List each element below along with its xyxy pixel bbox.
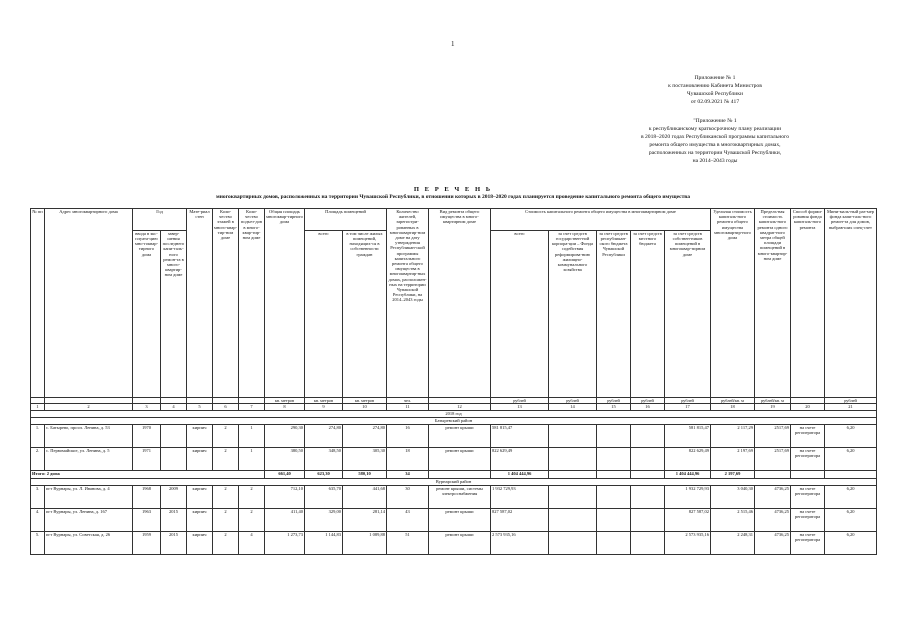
row-cost-all: 822 629,49 [491,448,549,471]
row-num: 4. [31,509,45,532]
row-premises-all: 274,80 [305,425,343,448]
total-empty-cell [597,471,631,479]
row-address: пгт Вурнары, ул. Ленина, д. 167 [45,509,133,532]
col-number: 2 [45,404,133,411]
row-floors: 2 [213,425,239,448]
row-year-repair [161,425,187,448]
row-specific-cost: 2 248,31 [711,532,755,555]
document-title: П Е Р Е Ч Е Н Ь [413,186,493,193]
unit-cell: кв. метров [343,398,387,404]
row-entrances: 1 [239,425,265,448]
row-total-area: 1 273,73 [265,532,305,555]
row-cost-owners: 822 629,49 [665,448,711,471]
row-address: с. Первомайское, ул. Ленина, д. 5 [45,448,133,471]
row-year-built: 1963 [133,509,161,532]
unit-cell: рублей/кв. м [711,398,755,404]
row-specific-cost: 2 515,46 [711,509,755,532]
row-year-repair: 2015 [161,509,187,532]
row-cost-all: 581 815,47 [491,425,549,448]
row-year-built: 1971 [133,448,161,471]
row-residents: 43 [387,509,429,532]
col-number: 12 [429,404,491,411]
row-total-area: 380,50 [265,448,305,471]
unit-cell: кв. метров [265,398,305,404]
header-year-built: ввода в экс-плуата-цию мно-гоквар-тирного дома [133,230,161,397]
section-row-year [31,411,877,418]
total-empty-cell [755,471,791,479]
section-district: Батыревский район [31,418,877,425]
header-repair-type: Вид ремонта общего имущества в много-квартирном доме [429,209,491,398]
col-number: 10 [343,404,387,411]
total-specific-cell: 2 197,69 [711,471,755,479]
section-row-district [31,479,877,486]
row-min-contrib: 6,20 [825,486,877,509]
row-min-contrib: 6,20 [825,509,877,532]
row-fund-method: на счете регоператора [791,509,825,532]
page-number: 1 [451,40,455,48]
total-owners-cell: 1 404 444,96 [665,471,711,479]
row-repair-type: ремонт крыши [429,425,491,448]
register-table [30,208,877,555]
header-min-contrib: Мини-маль-ный раз-мер фонда капи-таль-ного ремон-та для домов, выбрав-ших спец-счет [825,209,877,398]
row-cost-local [631,425,665,448]
row-cost-fund [549,509,597,532]
total-area-cell: 661,40 [265,471,305,479]
total-empty-cell [429,471,491,479]
appendix-line: Приложение № 1 [694,75,736,81]
total-empty-cell [791,471,825,479]
total-cost-cell: 1 404 444,96 [491,471,549,479]
row-premises-res: 441,68 [343,486,387,509]
row-cost-fund [549,532,597,555]
header-address: Адрес многоквартирного дома [45,209,133,398]
col-number: 4 [161,404,187,411]
row-cost-local [631,448,665,471]
row-address: пгт Вурнары, ул. Л. Иванова, д. 4 [45,486,133,509]
appendix-line: к республиканскому краткосрочному плану реализации [648,126,782,132]
row-wall: кирпич [187,448,213,471]
row-wall: кирпич [187,486,213,509]
total-empty-cell [631,471,665,479]
header-premises-all: всего [305,230,343,397]
row-address: пгт Вурнары, ул. Советская, д. 26 [45,532,133,555]
table-row [31,509,877,532]
col-number: 19 [755,404,791,411]
row-entrances: 1 [239,448,265,471]
unit-cell: рублей [665,398,711,404]
header-residents: Количество жителей, зарегистри-рованных в многоквартир-ном доме на дату утверждения Республикан-ской программы капитального ремонта общего имущества в многоквартир-ных домах, расположен-ных на территории Чувашской Республики, на 2014–2043 годы [387,209,429,398]
table-row [31,486,877,509]
row-fund-method: на счете регоператора [791,425,825,448]
unit-cell: рублей [491,398,549,404]
unit-cell: рублей [549,398,597,404]
row-cost-rep [597,509,631,532]
row-cost-owners: 827 587,02 [665,509,711,532]
row-repair-type: ремонт крыши [429,448,491,471]
header-cost-fund: за счет средств государствен-ной корпора-ции – Фонда содействия реформирова-нию жилищно-коммунального хозяйства [549,230,597,397]
col-number: 11 [387,404,429,411]
table-row [31,532,877,555]
row-cost-local [631,509,665,532]
appendix-line: от 02.09.2021 № 417 [690,99,740,105]
header-specific-cost: Удельная стоимость капиталь-ного ремонта общего имущества многоквартир-ного дома [711,209,755,398]
total-premises-cell: 623,30 [305,471,343,479]
row-residents: 18 [387,448,429,471]
table-row [31,448,877,471]
header-premises-group: Площадь помещений [305,209,387,231]
header-max-cost: Предель-ная стоимость капиталь-ного ремонта одного квадрат-ного метра общей площади помещений в много-квартир-ном доме [755,209,791,398]
header-year-group: Год [133,209,187,231]
unit-cell: рублей [597,398,631,404]
header-year-repair: завер-шения последнего капи-таль-ного ремон-та в много-квартир-ном доме [161,230,187,397]
row-cost-rep [597,425,631,448]
row-premises-all: 1 144,83 [305,532,343,555]
row-premises-all: 329,00 [305,509,343,532]
row-year-repair: 2009 [161,486,187,509]
row-cost-fund [549,425,597,448]
row-specific-cost: 2 197,69 [711,448,755,471]
unit-cell: кв. метров [305,398,343,404]
row-repair-type: ремонт крыши, системы электроснабжения [429,486,491,509]
row-fund-method: на счете регоператора [791,448,825,471]
row-floors: 2 [213,532,239,555]
unit-cell: чел. [387,398,429,404]
col-number: 20 [791,404,825,411]
total-residents-cell: 34 [387,471,429,479]
row-cost-rep [597,486,631,509]
document-subtitle: многоквартирных домов, расположенных на территории Чувашской Республики, в отношении которых в 2018–2020 годах планируется проведение капитального ремонта общего имущества [216,194,690,200]
row-num: 1. [31,425,45,448]
header-premises-res: в том числе жилых помещений, находящих-ся в собственности граждан [343,230,387,397]
row-max-cost: 2517,69 [755,425,791,448]
row-specific-cost: 3 040,30 [711,486,755,509]
appendix-line: к постановлению Кабинета Министров [668,83,762,89]
row-cost-owners: 1 932 729,93 [665,486,711,509]
row-repair-type: ремонт крыши [429,532,491,555]
section-district: Вурнарский район [31,479,877,486]
row-repair-type: ремонт крыши [429,509,491,532]
row-floors: 2 [213,486,239,509]
row-residents: 30 [387,486,429,509]
row-entrances: 2 [239,509,265,532]
row-premises-res: 274,80 [343,425,387,448]
unit-cell: рублей [631,398,665,404]
row-total-area: 411,40 [265,509,305,532]
row-total-area: 712,10 [265,486,305,509]
col-number: 1 [31,404,45,411]
row-cost-local [631,532,665,555]
row-wall: кирпич [187,509,213,532]
col-number: 8 [265,404,305,411]
row-premises-all: 348,50 [305,448,343,471]
col-number: 7 [239,404,265,411]
total-empty-cell [825,471,877,479]
row-residents: 51 [387,532,429,555]
row-floors: 2 [213,448,239,471]
header-cost-all: всего [491,230,549,397]
unit-cell: рублей [825,398,877,404]
row-max-cost: 4736,25 [755,532,791,555]
row-year-built: 1959 [133,532,161,555]
row-fund-method: на счете регоператора [791,532,825,555]
row-year-repair: 2015 [161,532,187,555]
total-residential-cell: 580,10 [343,471,387,479]
column-numbers-row [31,404,877,411]
row-min-contrib: 6,20 [825,532,877,555]
row-year-built: 1968 [133,486,161,509]
total-row [31,471,877,479]
row-entrances: 2 [239,486,265,509]
header-floors: Коли-чество этажей в много-квар-тир-ном доме [213,209,239,398]
col-number: 13 [491,404,549,411]
row-wall: кирпич [187,532,213,555]
row-premises-res: 305,30 [343,448,387,471]
row-cost-fund [549,486,597,509]
row-total-area: 290,30 [265,425,305,448]
row-num: 5. [31,532,45,555]
header-cost-rep: за счет средств республикан-ского бюджета Чувашской Республики [597,230,631,397]
appendix-line: ремонта общего имущества в многоквартирных домах, [649,142,781,148]
row-premises-res: 1 089,88 [343,532,387,555]
section-row-district [31,418,877,425]
row-min-contrib: 6,20 [825,448,877,471]
col-number: 17 [665,404,711,411]
row-min-contrib: 6,20 [825,425,877,448]
row-floors: 2 [213,509,239,532]
row-premises-all: 635,70 [305,486,343,509]
header-entrances: Коли-чество подъез-дов в много-квар-тир-ном доме [239,209,265,398]
row-premises-res: 281,14 [343,509,387,532]
appendix-line: в 2018–2020 годах Республиканской программы капитального [640,134,790,140]
total-empty-cell [549,471,597,479]
row-cost-owners: 581 815,47 [665,425,711,448]
col-number: 21 [825,404,877,411]
row-year-built: 1970 [133,425,161,448]
col-number: 18 [711,404,755,411]
table-row [31,425,877,448]
col-number: 15 [597,404,631,411]
header-num: № пп [31,209,45,398]
unit-cell: рублей/кв. м [755,398,791,404]
header-cost-owners: за счет средств собствен-ников помещений в многоквар-тирном доме [665,230,711,397]
header-total-area: Общая площадь многоквар-тирного дома [265,209,305,398]
header-cost-local: за счет средств местного бюджета [631,230,665,397]
row-year-repair [161,448,187,471]
col-number: 14 [549,404,597,411]
row-cost-local [631,486,665,509]
row-specific-cost: 2 117,29 [711,425,755,448]
row-cost-all: 827 587,02 [491,509,549,532]
appendix-line: "Приложение № 1 [693,118,737,124]
header-wall: Мате-риал стен [187,209,213,398]
section-year: 2018 год [31,411,877,418]
row-residents: 16 [387,425,429,448]
row-max-cost: 2517,69 [755,448,791,471]
row-fund-method: на счете регоператора [791,486,825,509]
appendix-line: на 2014–2043 годы [692,158,738,164]
row-wall: кирпич [187,425,213,448]
header-fund-method: Способ форми-рования фонда капиталь-ного ремонта [791,209,825,398]
appendix-line: Чувашской Республики [687,91,743,97]
row-cost-fund [549,448,597,471]
row-cost-rep [597,448,631,471]
row-cost-all: 2 573 935,16 [491,532,549,555]
col-number: 6 [213,404,239,411]
col-number: 16 [631,404,665,411]
row-num: 3. [31,486,45,509]
col-number: 5 [187,404,213,411]
row-max-cost: 4736,25 [755,509,791,532]
row-cost-all: 1 932 729,93 [491,486,549,509]
total-label: Итого: 2 дома [31,471,265,479]
col-number: 9 [305,404,343,411]
row-max-cost: 4736,25 [755,486,791,509]
appendix-line: расположенных на территории Чувашской Республики, [648,150,782,156]
col-number: 3 [133,404,161,411]
row-address: с. Батырево, просп. Ленина, д. 53 [45,425,133,448]
row-cost-rep [597,532,631,555]
row-cost-owners: 2 573 935,16 [665,532,711,555]
row-entrances: 4 [239,532,265,555]
header-cost-group: Стоимость капитального ремонта общего имущества в многоквартирном доме [491,209,711,231]
row-num: 2. [31,448,45,471]
